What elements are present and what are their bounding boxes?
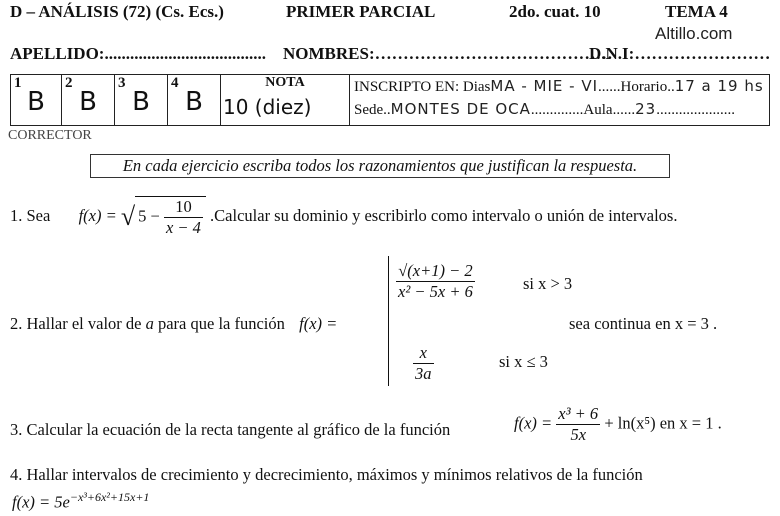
ex3-function bbox=[514, 404, 722, 445]
cell-number: 3 bbox=[118, 75, 126, 91]
tema-label: TEMA 4 bbox=[665, 2, 728, 21]
ex3-den: 5x bbox=[570, 425, 587, 444]
exam-title: PRIMER PARCIAL bbox=[286, 2, 436, 21]
cell-grade: B bbox=[132, 87, 150, 117]
case2-den: 3a bbox=[415, 364, 432, 383]
grade-table bbox=[10, 74, 770, 126]
instruction-box: En cada ejercicio escriba todos los razonamientos que justifican la respuesta. bbox=[90, 154, 670, 178]
piecewise-brace bbox=[388, 256, 389, 386]
case2-expression bbox=[413, 343, 434, 384]
ex2-func-lhs: f(x) = bbox=[299, 314, 338, 333]
sede-line: Sede..MONTES DE OCA..............Aula......23..................... bbox=[354, 100, 735, 118]
ex1-lead: 1. Sea bbox=[10, 205, 51, 225]
inscripto-line: INSCRIPTO EN: DiasMA - MIE - VI......Horario..17 a 19 hs bbox=[354, 77, 764, 95]
ex3-rest: + ln(x⁵) en x = 1 . bbox=[604, 413, 722, 433]
nota-value: 10 (diez) bbox=[223, 95, 312, 119]
ex1-tail: .Calcular su dominio y escribirlo como intervalo o unión de intervalos. bbox=[210, 205, 678, 225]
case1-num: √(x+1) − 2 bbox=[396, 261, 475, 282]
ex4-function bbox=[12, 490, 149, 513]
inscripto-cell bbox=[350, 75, 770, 126]
inscripto-label: INSCRIPTO EN: Dias bbox=[354, 79, 491, 95]
horario-label: Horario bbox=[620, 79, 668, 95]
ex1-num: 10 bbox=[164, 197, 203, 218]
nombres-field: NOMBRES:…………………………………… bbox=[283, 44, 613, 63]
case1-expression bbox=[396, 261, 475, 302]
exercise-1 bbox=[10, 196, 677, 238]
course-title: D – ANÁLISIS (72) (Cs. Ecs.) bbox=[10, 2, 224, 21]
ex2-tail: sea continua en x = 3 . bbox=[569, 314, 718, 333]
case2-num: x bbox=[413, 343, 434, 364]
cell-number: 2 bbox=[65, 75, 73, 91]
dias-value: MA - MIE - VI bbox=[490, 77, 599, 95]
grade-cell-3 bbox=[115, 75, 168, 126]
apellido-field: APELLIDO:...................................... bbox=[10, 44, 266, 63]
exercise-3 bbox=[10, 420, 450, 440]
case1-den: x² − 5x + 6 bbox=[398, 282, 473, 301]
dni-field: D.N.I:…………………… bbox=[589, 44, 771, 63]
sqrt-symbol-icon: √ bbox=[120, 202, 136, 231]
grade-cell-1 bbox=[11, 75, 62, 126]
ex3-func-lhs: f(x) = bbox=[514, 413, 553, 433]
cell-grade: B bbox=[79, 87, 97, 117]
ex2-lead: 2. Hallar el valor de bbox=[10, 314, 142, 333]
ex1-inner: 5 − bbox=[138, 206, 164, 226]
grade-cell-2 bbox=[62, 75, 115, 126]
exercise-4: 4. Hallar intervalos de crecimiento y decrecimiento, máximos y mínimos relativos de la función bbox=[10, 465, 643, 484]
corrector-label: CORRECTOR bbox=[8, 128, 92, 143]
aula-label: Aula bbox=[583, 102, 613, 118]
ex3-lead: 3. Calcular la ecuación de la recta tangente al gráfico de la función bbox=[10, 420, 451, 439]
cell-number: 1 bbox=[14, 75, 22, 91]
nota-label: NOTA bbox=[265, 75, 305, 90]
ex1-func-lhs: f(x) = bbox=[78, 205, 121, 225]
ex4-func-lhs: f(x) = 5e bbox=[12, 492, 70, 512]
cell-number: 4 bbox=[171, 75, 179, 91]
case2-condition: si x ≤ 3 bbox=[499, 352, 548, 371]
horario-value: 17 a 19 hs bbox=[674, 77, 764, 95]
cell-grade: B bbox=[185, 87, 203, 117]
ex1-den: x − 4 bbox=[165, 218, 201, 237]
ex3-num: x³ + 6 bbox=[558, 404, 599, 423]
term-label: 2do. cuat. 10 bbox=[509, 2, 601, 21]
aula-value: 23 bbox=[635, 100, 657, 118]
sede-label: Sede bbox=[354, 102, 384, 118]
cell-grade: B bbox=[27, 87, 45, 117]
exercise-2-lead bbox=[10, 314, 337, 334]
nota-cell bbox=[221, 75, 350, 126]
ex2-mid: para que la función bbox=[157, 314, 285, 333]
case1-condition: si x > 3 bbox=[523, 274, 573, 293]
sede-value: MONTES DE OCA bbox=[390, 100, 531, 118]
watermark-text: Altillo.com bbox=[655, 24, 733, 43]
ex4-exponent: −x³+6x²+15x+1 bbox=[69, 490, 150, 504]
grade-cell-4 bbox=[168, 75, 221, 126]
ex2-var: a bbox=[145, 314, 154, 333]
